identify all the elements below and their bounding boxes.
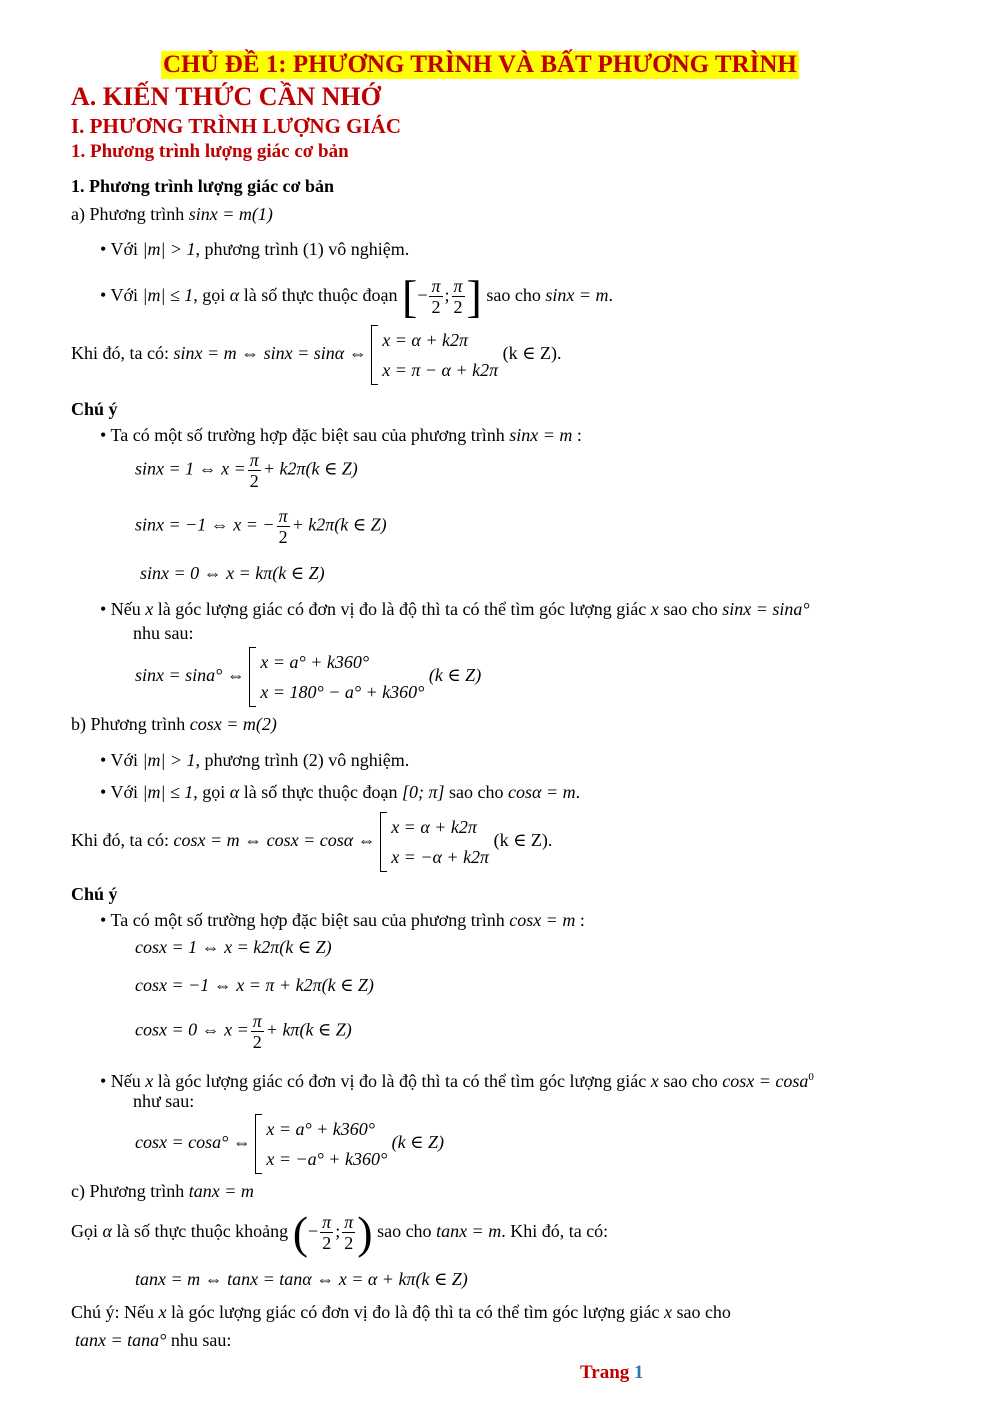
cos-degree-cont: như sau: — [133, 1091, 195, 1111]
tan-note-cont: tanx = tana° nhu sau: — [75, 1330, 232, 1350]
fraction-pi-over-2: $\frac{\pi}{2}$ — [431, 276, 441, 318]
page-title: CHỦ ĐỀ 1: PHƯƠNG TRÌNH VÀ BẤT PHƯƠNG TRÌNH — [163, 51, 797, 78]
solution-system: x = α + k2π x = π − α + k2π — [371, 325, 498, 385]
cos-heading: b) Phương trình cosx = m(2) — [71, 714, 277, 734]
sin-degree-text: • Nếu x là góc lượng giác có đơn vị đo là độ thì ta có thể tìm góc lượng giác x sao cho sinx = sina° — [100, 599, 810, 619]
cos-degree-text: • Nếu x là góc lượng giác có đơn vị đo là độ thì ta có thể tìm góc lượng giác x sao cho cosx = cosa$^0$ — [100, 1071, 814, 1091]
sin-special-2: sinx = −1 ⇔ x = − $\frac{\pi}{2}$ + k2π(k ∈ Z) — [135, 506, 387, 547]
cos-special-1: cosx = 1 ⇔ x = k2π(k ∈ Z) — [135, 937, 332, 957]
sin-special-1: sinx = 1 ⇔ x = $\frac{\pi}{2}$ + k2π(k ∈ Z) — [135, 450, 358, 491]
sin-note-title: Chú ý — [71, 399, 118, 419]
cos-special-3: cosx = 0 ⇔ x = $\frac{\pi}{2}$ + kπ(k ∈ Z) — [135, 1011, 352, 1052]
sin-heading: a) Phương trình sinx = m(1) — [71, 204, 273, 224]
tan-general-solution: tanx = m ⇔ tanx = tanα ⇔ x = α + kπ(k ∈ Z) — [135, 1269, 468, 1289]
solution-system: x = α + k2π x = −α + k2π — [380, 812, 489, 872]
section-heading-1: 1. Phương trình lượng giác cơ bản — [71, 141, 349, 162]
cos-general-solution: Khi đó, ta có: cosx = m ⇔ cosx = cosα ⇔ x = α + k2π x = −α + k2π (k ∈ Z). — [71, 812, 552, 872]
interval-close-paren: ) — [357, 1206, 373, 1258]
interval-close-bracket: ] — [466, 270, 482, 322]
sin-general-solution: Khi đó, ta có: sinx = m ⇔ sinx = sinα ⇔ x = α + k2π x = π − α + k2π (k ∈ Z). — [71, 325, 561, 385]
sin-bullet-no-solution: • Với |m| > 1, phương trình (1) vô nghiệm. — [100, 239, 410, 259]
interval-open-paren: ( — [292, 1206, 309, 1258]
tan-alpha-statement: Gọi α là số thực thuộc khoảng (− $\frac{\pi}{2}$ ; $\frac{\pi}{2}$ ) sao cho tanx = m. Khi đó, ta có: — [71, 1206, 609, 1258]
cos-degree-solution: cosx = cosa° ⇔ x = a° + k360° x = −a° + k360° (k ∈ Z) — [135, 1114, 444, 1174]
sin-bullet-alpha: • Với |m| ≤ 1, gọi α là số thực thuộc đoạn [− $\frac{\pi}{2}$ ; $\frac{\pi}{2}$ ] sao cho sinx = m. — [100, 270, 613, 322]
page-number: 1 — [634, 1362, 644, 1383]
page-footer: Trang 1 — [580, 1362, 644, 1383]
solution-system: x = a° + k360° x = −a° + k360° — [255, 1114, 387, 1174]
cos-note-title: Chú ý — [71, 884, 118, 904]
sin-degree-solution: sinx = sina° ⇔ x = a° + k360° x = 180° − a° + k360° (k ∈ Z) — [135, 647, 481, 707]
solution-system: x = a° + k360° x = 180° − a° + k360° — [249, 647, 424, 707]
section-heading-i: I. PHƯƠNG TRÌNH LƯỢNG GIÁC — [71, 114, 401, 138]
sin-degree-cont: nhu sau: — [133, 623, 194, 643]
tan-note: Chú ý: Nếu x là góc lượng giác có đơn vị đo là độ thì ta có thể tìm góc lượng giác x sao cho — [71, 1302, 731, 1322]
sin-note-text: • Ta có một số trường hợp đặc biệt sau của phương trình sinx = m : — [100, 425, 582, 445]
cos-note-text: • Ta có một số trường hợp đặc biệt sau của phương trình cosx = m : — [100, 910, 585, 930]
subheading-basic: 1. Phương trình lượng giác cơ bản — [71, 176, 335, 196]
tan-heading: c) Phương trình tanx = m — [71, 1181, 254, 1201]
cos-bullet-alpha: • Với |m| ≤ 1, gọi α là số thực thuộc đoạn [0; π] sao cho cosα = m. — [100, 782, 581, 802]
sin-special-3: sinx = 0 ⇔ x = kπ(k ∈ Z) — [140, 563, 325, 583]
interval-open-bracket: [ — [401, 270, 418, 322]
cos-bullet-no-solution: • Với |m| > 1, phương trình (2) vô nghiệm. — [100, 750, 410, 770]
cos-special-2: cosx = −1 ⇔ x = π + k2π(k ∈ Z) — [135, 975, 374, 995]
section-heading-a: A. KIẾN THỨC CẦN NHỚ — [71, 82, 381, 111]
fraction-pi-over-2: $\frac{\pi}{2}$ — [453, 276, 463, 318]
